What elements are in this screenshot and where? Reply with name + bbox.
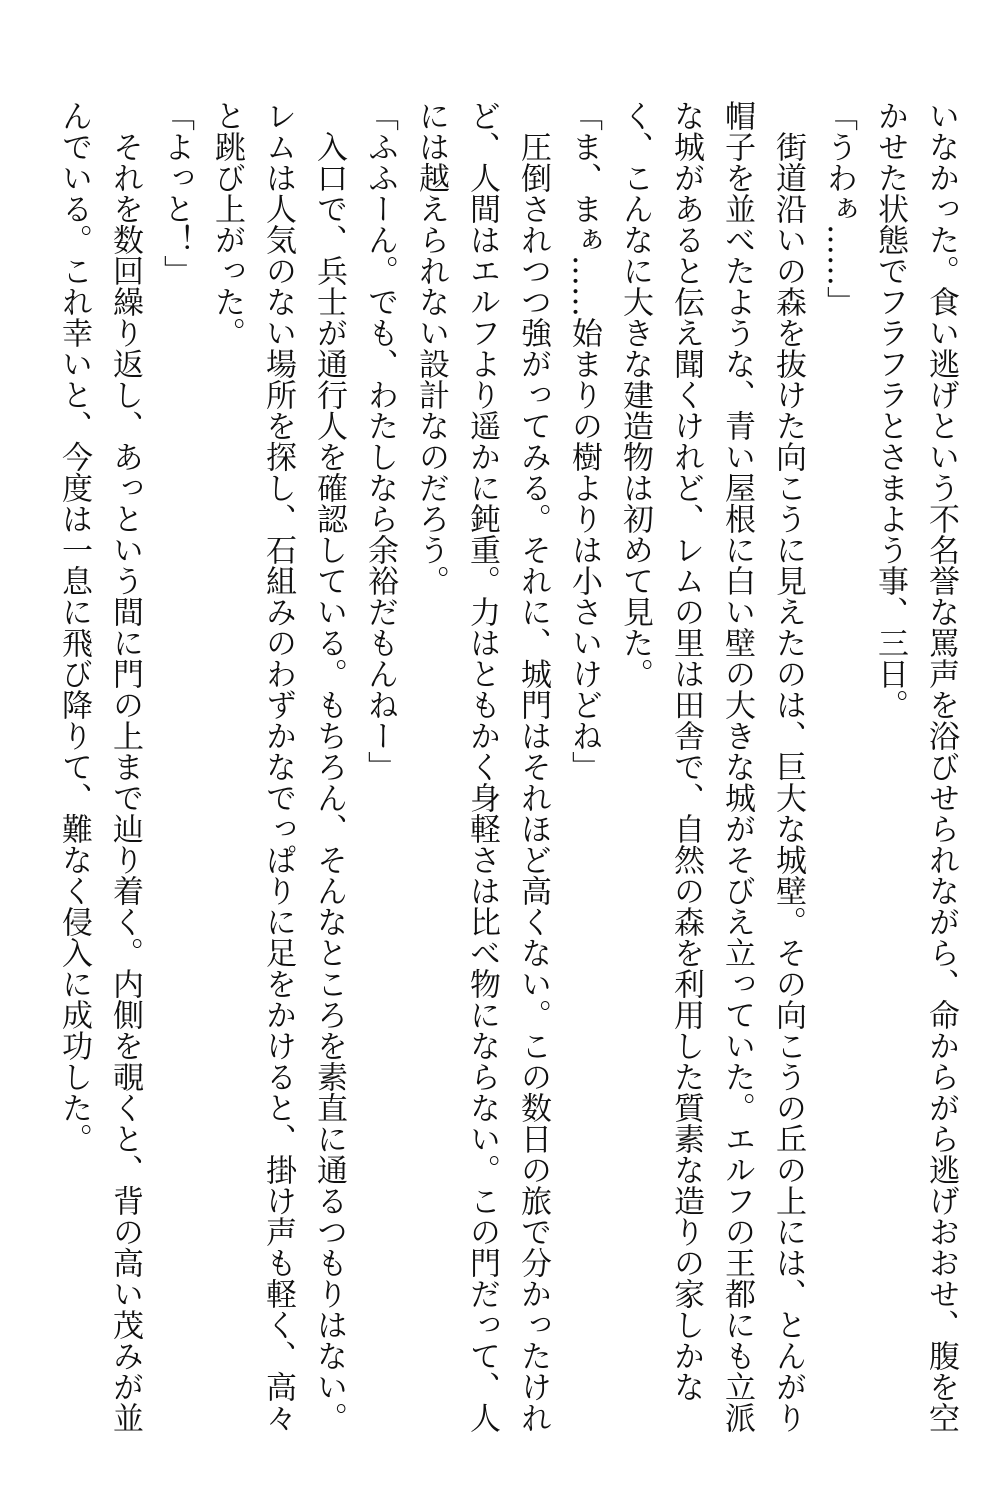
narration-paragraph: いなかった。食い逃げという不名誉な罵声を浴びせられながら、命からがら逃げおおせ、腹を空かせた状態でフラフラとさまよう事、三日。 (872, 100, 959, 1433)
novel-page (40, 100, 966, 1433)
narration-paragraph: 街道沿いの森を抜けた向こうに見えたのは、巨大な城壁。その向こうの丘の上には、とんがり帽子を並べたような、青い屋根に白い壁の大きな城がそびえ立っていた。エルフの王都にも立派な城があると伝え聞くけれど、レムの里は田舎で、自然の森を利用した質素な造りの家しかなく、こんなに大きな建造物は初めて見た。 (617, 100, 806, 1433)
dialogue-line: 「ま、まぁ……始まりの樹よりは小さいけどね」 (566, 100, 602, 782)
dialogue-line: 「ふふーん。でも、わたしなら余裕だもんねー」 (362, 100, 398, 782)
dialogue-line: 「よっと！」 (158, 100, 194, 286)
narration-paragraph: それを数回繰り返し、あっという間に門の上まで辿り着く。内側を覗くと、背の高い茂みが並んでいる。これ幸いと、今度は一息に飛び降りて、難なく侵入に成功した。 (56, 100, 143, 1433)
narration-paragraph: 圧倒されつつ強がってみる。それに、城門はそれほど高くない。この数日の旅で分かったけれど、人間はエルフより遥かに鈍重。力はともかく身軽さは比べ物にならない。この門だって、人には越えられない設計なのだろう。 (413, 100, 551, 1433)
dialogue-line: 「うわぁ……」 (821, 100, 857, 317)
narration-paragraph: 入口で、兵士が通行人を確認している。もちろん、そんなところを素直に通るつもりはない。レムは人気のない場所を探し、石組みのわずかなでっぱりに足をかけると、掛け声も軽く、高々と跳び上がった。 (209, 100, 347, 1433)
